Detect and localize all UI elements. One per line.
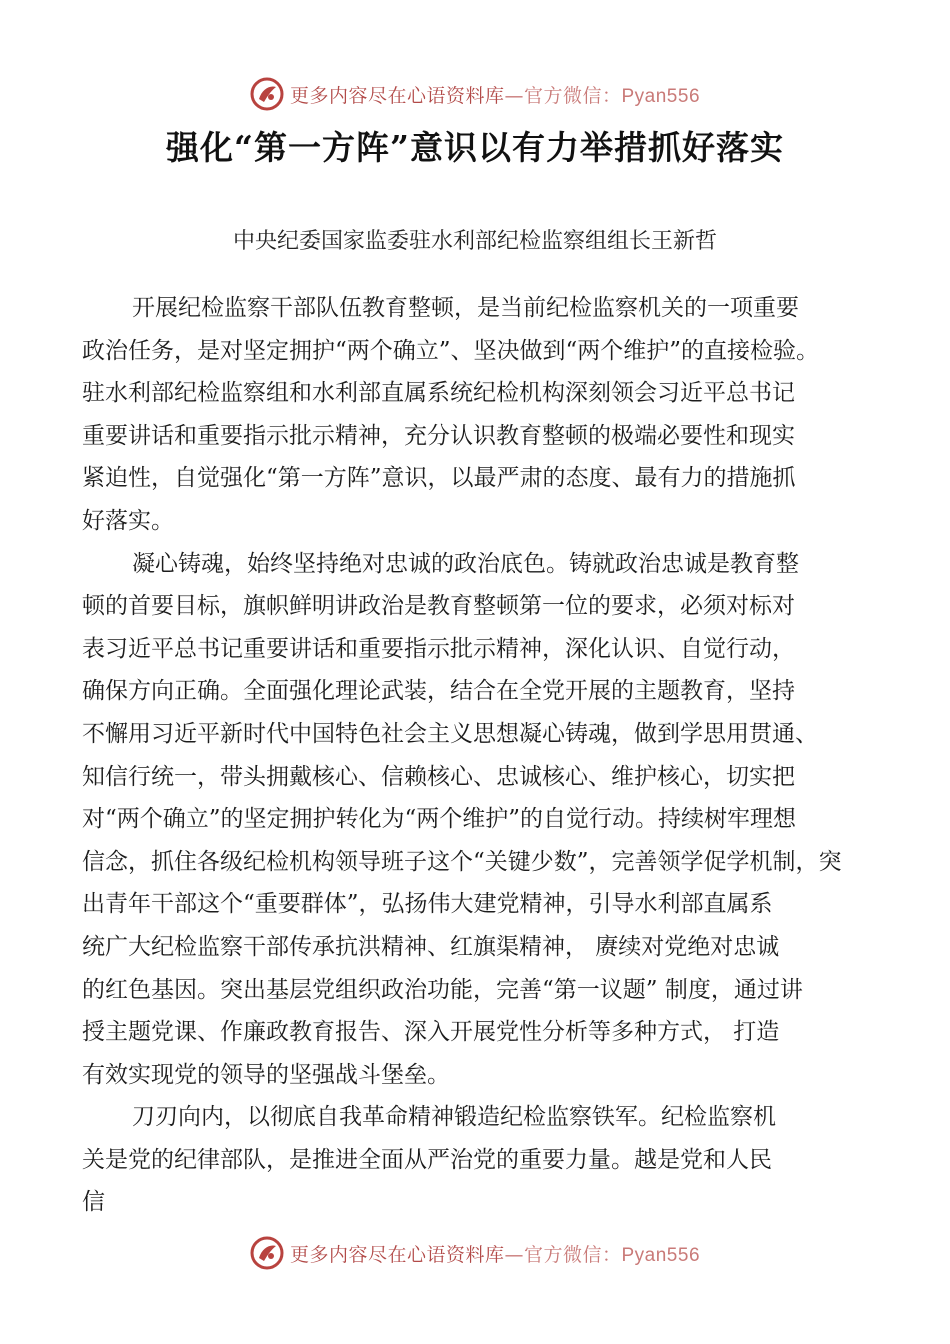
body-line: 有效实现党的领导的坚强战斗堡垒。 bbox=[82, 1061, 450, 1088]
body-line: 顿的首要目标，旗帜鲜明讲政治是教育整顿第一位的要求，必须对标对 bbox=[82, 593, 795, 620]
banner-main-text: 更多内容尽在心语资料库 bbox=[289, 1243, 505, 1266]
body-line: 知信行统一，带头拥戴核心、信赖核心、忠诚核心、维护核心，切实把 bbox=[82, 763, 795, 790]
body-line: 刀刃向内，以彻底自我革命精神锻造纪检监察铁军。纪检监察机 bbox=[132, 1104, 776, 1131]
body-line: 开展纪检监察干部队伍教育整顿，是当前纪检监察机关的一项重要 bbox=[132, 295, 799, 321]
body-line: 关是党的纪律部队，是推进全面从严治党的重要力量。越是党和人民 bbox=[82, 1146, 772, 1173]
banner-wechat-id: Pyan556 bbox=[621, 1244, 701, 1266]
article-title: 强化“第一方阵”意识以有力举措抓好落实 bbox=[166, 128, 784, 167]
seal-logo-icon bbox=[250, 1236, 284, 1270]
banner-wechat-id: Pyan556 bbox=[621, 85, 701, 107]
body-line: 信 bbox=[82, 1189, 105, 1216]
body-line: 授主题党课、作廉政教育报告、深入开展党性分析等多种方式， 打造 bbox=[82, 1019, 780, 1046]
body-line: 紧迫性，自觉强化“第一方阵”意识，以最严肃的态度、最有力的措施抓 bbox=[82, 465, 796, 492]
body-line: 统广大纪检监察干部传承抗洪精神、红旗渠精神， 赓续对党绝对忠诚 bbox=[82, 933, 780, 960]
banner-main-text: 更多内容尽在心语资料库 bbox=[289, 84, 505, 107]
banner-wechat-label: 官方微信： bbox=[523, 84, 622, 107]
banner-wechat-label: 官方微信： bbox=[523, 1243, 622, 1266]
body-line: 的红色基因。突出基层党组织政治功能，完善“第一议题” 制度，通过讲 bbox=[82, 976, 803, 1003]
body-line: 好落实。 bbox=[82, 507, 174, 534]
body-line: 不懈用习近平新时代中国特色社会主义思想凝心铸魂，做到学思用贯通、 bbox=[82, 720, 818, 747]
footer-watermark-banner bbox=[0, 1233, 950, 1273]
body-line: 确保方向正确。全面强化理论武装，结合在全党开展的主题教育，坚持 bbox=[82, 678, 795, 705]
body-line: 表习近平总书记重要讲话和重要指示批示精神，深化认识、自觉行动， bbox=[82, 635, 795, 662]
body-line: 信念，抓住各级纪检机构领导班子这个“关键少数”，完善领学促学机制，突 bbox=[82, 848, 842, 875]
article-body bbox=[82, 287, 902, 1224]
banner-text bbox=[290, 81, 700, 108]
banner-dash: — bbox=[504, 1243, 524, 1266]
banner-text bbox=[290, 1240, 700, 1267]
article-author: 中央纪委国家监委驻水利部纪检监察组组长王新哲 bbox=[232, 229, 717, 254]
body-line: 驻水利部纪检监察组和水利部直属系统纪检机构深刻领会习近平总书记 bbox=[82, 380, 795, 407]
banner-dash: — bbox=[504, 84, 524, 107]
header-watermark-banner bbox=[0, 74, 950, 114]
body-line: 对“两个确立”的坚定拥护转化为“两个维护”的自觉行动。持续树牢理想 bbox=[82, 806, 797, 833]
body-line: 出青年干部这个“重要群体”，弘扬伟大建党精神，引导水利部直属系 bbox=[82, 891, 773, 918]
body-line: 政治任务，是对坚定拥护“两个确立”、坚决做到“两个维护”的直接检验。 bbox=[82, 337, 820, 364]
body-line: 凝心铸魂，始终坚持绝对忠诚的政治底色。铸就政治忠诚是教育整 bbox=[132, 550, 799, 577]
body-line: 重要讲话和重要指示批示精神，充分认识教育整顿的极端必要性和现实 bbox=[82, 422, 795, 449]
seal-logo-icon bbox=[250, 77, 284, 111]
